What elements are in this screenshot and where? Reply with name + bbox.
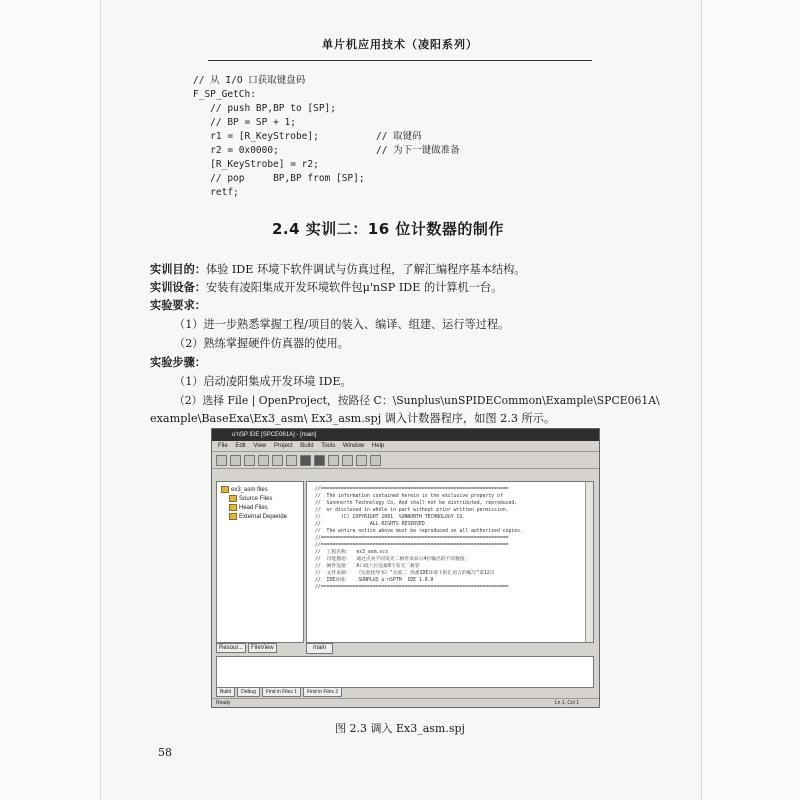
output-panel (216, 656, 594, 688)
menu-window[interactable]: Window (342, 443, 365, 449)
folder-icon (221, 486, 229, 493)
purpose-paragraph (150, 262, 605, 278)
equipment-text: 安装有凌阳集成开发环境软件包μ'nSP IDE 的计算机一台。 (205, 281, 503, 294)
breakpoint-icon[interactable] (370, 455, 381, 466)
figure-caption: 图 2.3 调入 Ex3_asm.spj (335, 722, 465, 735)
tab-debug[interactable]: Debug (237, 687, 260, 697)
run-icon[interactable] (328, 455, 339, 466)
step-item: （2）选择 File | OpenProject，按路径 C：\Sunplus\unSPIDECommon\Example\SPCE061A\ (174, 394, 660, 407)
status-position: Ln 1, Col 1 (554, 700, 579, 706)
code-line: r2 = 0x0000; // 为下一键做准备 (193, 145, 460, 156)
header-rule (208, 60, 592, 61)
tab-find-in-files-1[interactable]: Find in Files 1 (262, 687, 301, 697)
menu-edit[interactable]: Edit (235, 443, 246, 449)
workspace-panel (216, 481, 304, 643)
ide-toolbar (212, 451, 599, 469)
folder-icon (229, 504, 237, 511)
menu-help[interactable]: Help (371, 443, 385, 449)
equipment-paragraph (150, 280, 605, 296)
menu-tools[interactable]: Tools (321, 443, 336, 449)
tree-root[interactable]: ex3_asm files (221, 486, 299, 495)
equipment-label: 实训设备： (150, 281, 206, 294)
step-item: （1）启动凌阳集成开发环境 IDE。 (174, 375, 352, 388)
code-line: // 从 I/O 口获取键盘码 (193, 75, 306, 86)
code-line: retf; (193, 187, 239, 198)
steps-label: 实验步骤： (150, 356, 206, 369)
tab-build[interactable]: Build (216, 687, 235, 697)
purpose-text: 体验 IDE 环境下软件调试与仿真过程，了解汇编程序基本结构。 (205, 263, 526, 276)
code-line: F_SP_GetCh: (193, 89, 256, 100)
editor-content: //================================================================= // The information contained herein is the exclusive property of // Sunnnorth Technology Co. And shall not be distributed, reproduced, // or disclosed in whole in part without prior written permission. // (C) COPYRIGHT 2001 SUNNORTH TECHNOLOGY CO. // ALL RIGHTS RESERVED // The entire notice above must be reproduced on all authorized copies. //================================================================= //================================================================= // 工程名称： ex3_asm.scs // 功能描述： 通过点亮不同发光二极管来显示4位输出的不同数值。 // 硬件连接： A口低八位连接8个发光二极管 // 文件来源： 《实验指导书》"实验二 熟悉IDE环境下的汇语言的编写"第12页 // IDE环境： SUNPLUS u'nSPTM IDE 1.8.0 //================================================================= (315, 487, 523, 590)
ide-title-bar: u'nSP IDE [SPCE061A] - [main] (212, 429, 599, 441)
ide-menubar (212, 441, 599, 451)
tab-find-in-files-2[interactable]: Find in Files 2 (303, 687, 342, 697)
running-header: 单片机应用技术（凌阳系列） (322, 38, 478, 51)
project-tree (217, 482, 303, 526)
code-editor[interactable] (306, 481, 594, 643)
purpose-label: 实训目的： (150, 263, 206, 276)
tree-item-external[interactable]: External Depende (221, 513, 299, 522)
paste-icon[interactable] (286, 455, 297, 466)
code-line: r1 = [R_KeyStrobe]; // 取键码 (193, 131, 422, 142)
tab-resource[interactable]: Resour... (216, 643, 246, 653)
copy-icon[interactable] (272, 455, 283, 466)
code-line: // pop BP,BP from [SP]; (193, 173, 365, 184)
requirements-label: 实验要求： (150, 299, 206, 312)
page-number: 58 (158, 746, 172, 759)
ide-screenshot-figure (211, 428, 600, 708)
tree-item-source[interactable]: Source Files (221, 495, 299, 504)
build-icon[interactable] (300, 455, 311, 466)
cut-icon[interactable] (258, 455, 269, 466)
editor-scrollbar[interactable] (585, 482, 593, 642)
folder-icon (229, 495, 237, 502)
output-tabs (216, 687, 342, 697)
workspace-tabs (216, 643, 302, 653)
stop-icon[interactable] (342, 455, 353, 466)
new-file-icon[interactable] (216, 455, 227, 466)
requirement-item: （2）熟练掌握硬件仿真器的使用。 (174, 337, 349, 350)
open-file-icon[interactable] (230, 455, 241, 466)
menu-file[interactable]: File (218, 443, 228, 449)
section-heading: 2.4 实训二：16 位计数器的制作 (272, 220, 504, 238)
requirement-item: （1）进一步熟悉掌握工程/项目的装入、编译、组建、运行等过程。 (174, 318, 510, 331)
code-line: // push BP,BP to [SP]; (193, 103, 336, 114)
save-icon[interactable] (244, 455, 255, 466)
code-line: [R_KeyStrobe] = r2; (193, 159, 319, 170)
menu-build[interactable]: Build (300, 443, 314, 449)
step-icon[interactable] (356, 455, 367, 466)
status-bar: Ready (212, 698, 600, 707)
menu-view[interactable]: View (253, 443, 267, 449)
step-item-continued: example\BaseExa\Ex3_asm\ Ex3_asm.spj 调入计数器程序，如图 2.3 所示。 (150, 412, 556, 425)
rebuild-icon[interactable] (314, 455, 325, 466)
tree-item-head[interactable]: Head Files (221, 504, 299, 513)
folder-icon (229, 513, 237, 520)
menu-project[interactable]: Project (273, 443, 293, 449)
code-line: // BP = SP + 1; (193, 117, 296, 128)
tab-fileview[interactable]: FileView (248, 643, 277, 653)
tab-main[interactable]: main (306, 643, 333, 654)
